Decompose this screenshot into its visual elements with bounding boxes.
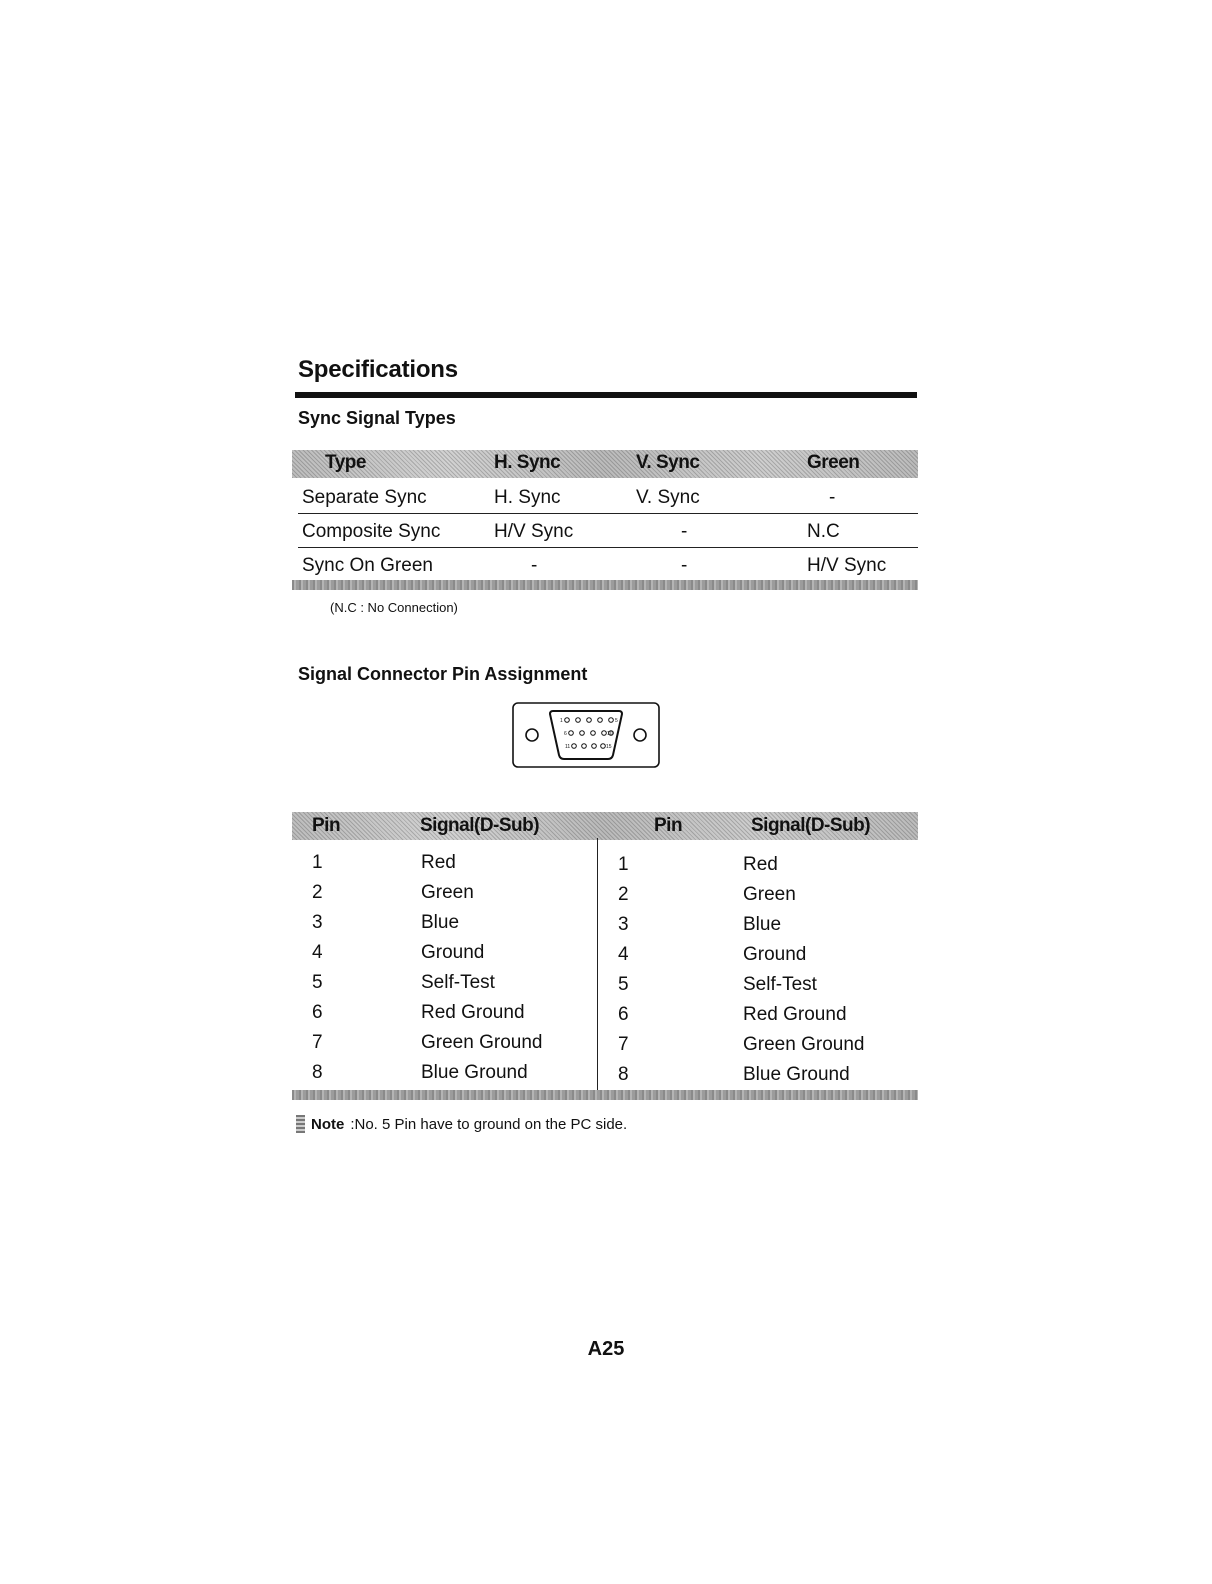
pin-signal: Blue [743, 914, 782, 935]
pin-number: 1 [618, 854, 629, 875]
pin-header-pin-right: Pin [654, 815, 683, 836]
pin-header-signal-right: Signal(D-Sub) [751, 815, 871, 836]
sync-cell: H/V Sync [494, 521, 574, 542]
pin-number: 7 [312, 1032, 323, 1053]
pin-label-1: 1 [560, 718, 563, 724]
sync-bottom-band [292, 580, 918, 590]
pin-number: 6 [618, 1004, 629, 1025]
sync-header-vsync: V. Sync [636, 452, 700, 473]
pin-number: 8 [312, 1062, 323, 1083]
pin-number: 2 [618, 884, 629, 905]
sync-cell: - [531, 555, 538, 576]
pin-section-title: Signal Connector Pin Assignment [298, 664, 588, 684]
sync-header-green: Green [807, 452, 860, 473]
pin-signal: Green [421, 882, 474, 903]
pin-number: 8 [618, 1064, 629, 1085]
pin-table-divider [597, 838, 598, 1090]
sync-header-type: Type [325, 452, 366, 473]
pin-signal: Green Ground [421, 1032, 543, 1053]
note [296, 1115, 627, 1133]
pin-label-11: 11 [565, 744, 571, 750]
dsub-connector-diagram [512, 702, 660, 768]
pin-signal: Red Ground [743, 1004, 847, 1025]
pin-number: 3 [312, 912, 323, 933]
sync-cell: N.C [807, 521, 840, 542]
sync-footnote: (N.C : No Connection) [330, 600, 458, 615]
pin-signal: Red [743, 854, 778, 875]
sync-cell: H. Sync [494, 487, 561, 508]
page-title: Specifications [298, 356, 458, 383]
sync-cell: - [829, 487, 836, 508]
pin-bottom-band [292, 1090, 918, 1100]
pin-signal: Green Ground [743, 1034, 865, 1055]
pin-number: 3 [618, 914, 629, 935]
sync-section-title: Sync Signal Types [298, 408, 456, 428]
sync-cell: Sync On Green [302, 555, 433, 576]
pin-number: 7 [618, 1034, 629, 1055]
sync-cell: H/V Sync [807, 555, 887, 576]
pin-number: 5 [618, 974, 629, 995]
pin-signal: Blue [421, 912, 460, 933]
pin-number: 5 [312, 972, 323, 993]
pin-number: 2 [312, 882, 323, 903]
connector-frame [513, 703, 659, 767]
title-rule [295, 392, 917, 398]
sync-cell: Composite Sync [302, 521, 441, 542]
row-rule [298, 547, 918, 548]
note-label: Note [311, 1115, 345, 1133]
note-marker-icon [296, 1115, 305, 1133]
pin-number: 6 [312, 1002, 323, 1023]
page-number: A25 [587, 1338, 625, 1360]
pin-signal: Red Ground [421, 1002, 525, 1023]
pin-number: 4 [312, 942, 323, 963]
pin-signal: Blue Ground [743, 1064, 850, 1085]
pin-signal: Self-Test [421, 972, 495, 993]
sync-cell: V. Sync [636, 487, 700, 508]
pin-signal: Green [743, 884, 796, 905]
pin-signal: Self-Test [743, 974, 817, 995]
sync-header-hsync: H. Sync [494, 452, 561, 473]
sync-cell: Separate Sync [302, 487, 427, 508]
pin-label-15: 15 [606, 744, 612, 750]
pin-label-10: 10 [607, 731, 613, 737]
row-rule [298, 513, 918, 514]
pin-label-6: 6 [564, 731, 567, 737]
pin-signal: Red [421, 852, 456, 873]
pin-signal: Ground [743, 944, 807, 965]
pin-signal: Blue Ground [421, 1062, 528, 1083]
pin-number: 4 [618, 944, 629, 965]
sync-cell: - [681, 521, 688, 542]
note-text: :No. 5 Pin have to ground on the PC side. [350, 1115, 628, 1133]
pin-header-signal-left: Signal(D-Sub) [420, 815, 540, 836]
pin-label-5: 5 [615, 718, 618, 724]
pin-number: 1 [312, 852, 323, 873]
pin-signal: Ground [421, 942, 485, 963]
pin-header-pin-left: Pin [312, 815, 341, 836]
sync-cell: - [681, 555, 688, 576]
